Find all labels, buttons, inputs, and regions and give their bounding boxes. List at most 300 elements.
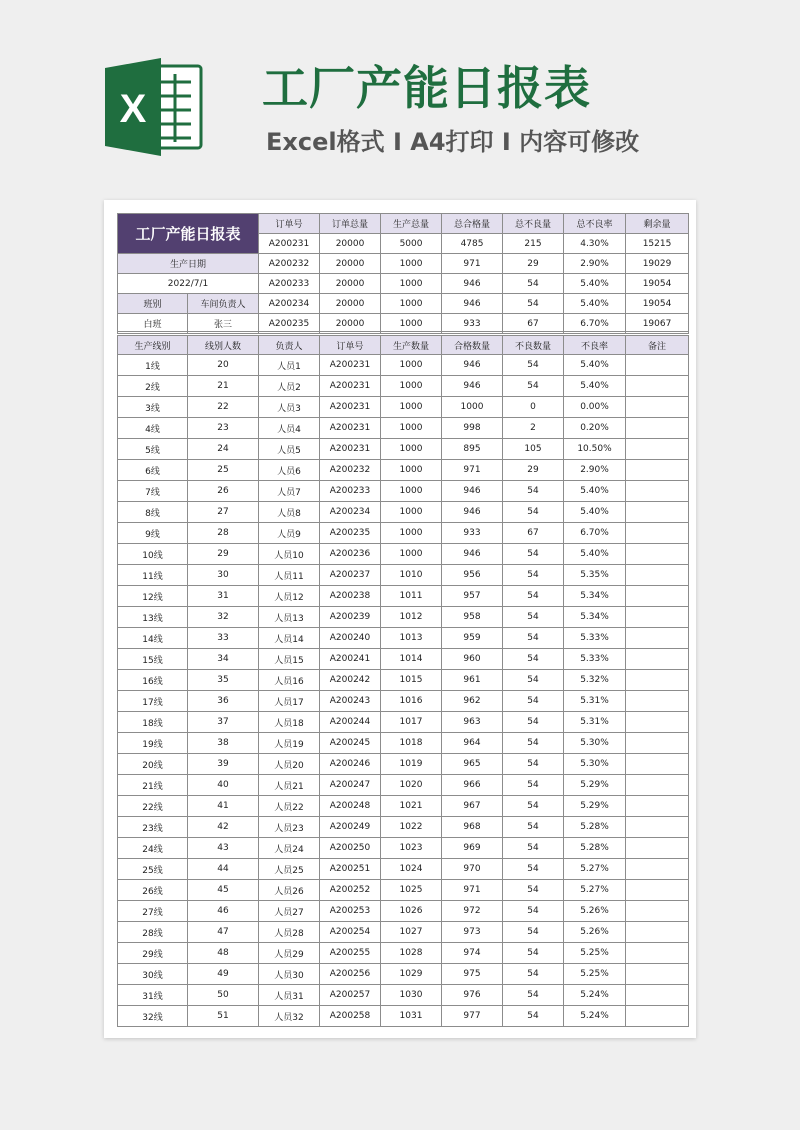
table-cell[interactable]: 2.90%	[564, 460, 626, 481]
table-cell[interactable]: 人员25	[259, 859, 320, 880]
table-cell[interactable]: 971	[442, 880, 503, 901]
table-cell[interactable]: 30线	[118, 964, 188, 985]
table-cell[interactable]: 1000	[381, 397, 442, 418]
table-cell[interactable]: 5.27%	[564, 859, 626, 880]
table-cell[interactable]: 959	[442, 628, 503, 649]
table-cell[interactable]	[626, 418, 689, 439]
table-cell[interactable]: 5.40%	[564, 376, 626, 397]
column-header[interactable]: 生产数量	[381, 336, 442, 355]
table-cell[interactable]: 27线	[118, 901, 188, 922]
table-cell[interactable]: 54	[503, 943, 564, 964]
table-cell[interactable]: 10.50%	[564, 439, 626, 460]
table-cell[interactable]: 1013	[381, 628, 442, 649]
table-cell[interactable]: 24线	[118, 838, 188, 859]
table-cell[interactable]: A200242	[320, 670, 381, 691]
table-cell[interactable]: 54	[503, 901, 564, 922]
table-cell[interactable]: 969	[442, 838, 503, 859]
table-cell[interactable]: 971	[442, 460, 503, 481]
table-cell[interactable]: 54	[503, 376, 564, 397]
table-cell[interactable]	[626, 649, 689, 670]
table-cell[interactable]: 人员13	[259, 607, 320, 628]
table-cell[interactable]: 5.25%	[564, 943, 626, 964]
table-cell[interactable]: 人员2	[259, 376, 320, 397]
summary-cell[interactable]: A200231	[259, 234, 320, 254]
shift-value[interactable]: 白班	[118, 314, 188, 334]
table-cell[interactable]: A200231	[320, 355, 381, 376]
table-cell[interactable]: 51	[188, 1006, 259, 1027]
table-cell[interactable]: 1000	[381, 439, 442, 460]
table-cell[interactable]: 1000	[381, 376, 442, 397]
table-cell[interactable]: 972	[442, 901, 503, 922]
table-cell[interactable]: 54	[503, 859, 564, 880]
table-cell[interactable]: 54	[503, 754, 564, 775]
table-cell[interactable]: 9线	[118, 523, 188, 544]
table-cell[interactable]: 1018	[381, 733, 442, 754]
table-cell[interactable]: 54	[503, 649, 564, 670]
column-header[interactable]: 订单号	[320, 336, 381, 355]
table-cell[interactable]: 人员6	[259, 460, 320, 481]
table-cell[interactable]: 1000	[381, 418, 442, 439]
table-cell[interactable]: 人员29	[259, 943, 320, 964]
table-cell[interactable]: 1026	[381, 901, 442, 922]
table-cell[interactable]: 13线	[118, 607, 188, 628]
table-cell[interactable]: 5.40%	[564, 502, 626, 523]
table-cell[interactable]: 54	[503, 985, 564, 1006]
table-cell[interactable]: A200256	[320, 964, 381, 985]
table-cell[interactable]: 5.25%	[564, 964, 626, 985]
table-cell[interactable]: 34	[188, 649, 259, 670]
table-cell[interactable]: 54	[503, 670, 564, 691]
table-cell[interactable]: 1000	[381, 355, 442, 376]
table-cell[interactable]: 946	[442, 355, 503, 376]
table-cell[interactable]: 人员24	[259, 838, 320, 859]
table-cell[interactable]: A200238	[320, 586, 381, 607]
table-cell[interactable]: 968	[442, 817, 503, 838]
table-cell[interactable]: 54	[503, 733, 564, 754]
table-cell[interactable]: 1000	[381, 460, 442, 481]
production-date-label[interactable]: 生产日期	[118, 254, 259, 274]
summary-cell[interactable]: A200232	[259, 254, 320, 274]
table-cell[interactable]	[626, 670, 689, 691]
summary-header-cell[interactable]: 订单号	[259, 214, 320, 234]
table-cell[interactable]: 32线	[118, 1006, 188, 1027]
column-header[interactable]: 不良率	[564, 336, 626, 355]
table-cell[interactable]: 人员10	[259, 544, 320, 565]
table-cell[interactable]	[626, 565, 689, 586]
table-cell[interactable]: 5.33%	[564, 628, 626, 649]
table-cell[interactable]	[626, 817, 689, 838]
table-cell[interactable]	[626, 397, 689, 418]
table-cell[interactable]	[626, 523, 689, 544]
summary-cell[interactable]: 215	[503, 234, 564, 254]
table-cell[interactable]: 人员21	[259, 775, 320, 796]
table-cell[interactable]: 人员5	[259, 439, 320, 460]
table-cell[interactable]: 5.34%	[564, 607, 626, 628]
table-cell[interactable]: 人员18	[259, 712, 320, 733]
table-cell[interactable]: A200250	[320, 838, 381, 859]
table-cell[interactable]: 970	[442, 859, 503, 880]
table-cell[interactable]: 5.32%	[564, 670, 626, 691]
table-cell[interactable]: 50	[188, 985, 259, 1006]
table-cell[interactable]: 5.33%	[564, 649, 626, 670]
table-cell[interactable]: 37	[188, 712, 259, 733]
table-cell[interactable]: 5.31%	[564, 691, 626, 712]
table-cell[interactable]: 5.26%	[564, 922, 626, 943]
table-cell[interactable]: A200237	[320, 565, 381, 586]
table-cell[interactable]: 35	[188, 670, 259, 691]
table-cell[interactable]: 14线	[118, 628, 188, 649]
summary-cell[interactable]: 2.90%	[564, 254, 626, 274]
table-cell[interactable]: 3线	[118, 397, 188, 418]
table-cell[interactable]: 5.30%	[564, 754, 626, 775]
table-cell[interactable]: 30	[188, 565, 259, 586]
table-cell[interactable]	[626, 691, 689, 712]
table-cell[interactable]: 67	[503, 523, 564, 544]
table-cell[interactable]: 54	[503, 691, 564, 712]
table-cell[interactable]: 973	[442, 922, 503, 943]
table-cell[interactable]: 5.31%	[564, 712, 626, 733]
table-cell[interactable]: 人员3	[259, 397, 320, 418]
table-cell[interactable]: 975	[442, 964, 503, 985]
table-cell[interactable]: 31线	[118, 985, 188, 1006]
table-cell[interactable]: 10线	[118, 544, 188, 565]
summary-cell[interactable]: 1000	[381, 314, 442, 334]
table-cell[interactable]: 1027	[381, 922, 442, 943]
summary-header-cell[interactable]: 生产总量	[381, 214, 442, 234]
table-cell[interactable]: 946	[442, 481, 503, 502]
summary-cell[interactable]: 54	[503, 294, 564, 314]
summary-cell[interactable]: 933	[442, 314, 503, 334]
table-cell[interactable]: A200247	[320, 775, 381, 796]
table-cell[interactable]: 54	[503, 628, 564, 649]
table-cell[interactable]: 1022	[381, 817, 442, 838]
table-cell[interactable]: 1000	[381, 544, 442, 565]
table-cell[interactable]: 5.30%	[564, 733, 626, 754]
table-cell[interactable]: 人员8	[259, 502, 320, 523]
manager-label[interactable]: 车间负责人	[188, 294, 259, 314]
table-cell[interactable]: 2	[503, 418, 564, 439]
summary-cell[interactable]: A200234	[259, 294, 320, 314]
table-cell[interactable]: 54	[503, 838, 564, 859]
table-cell[interactable]: A200243	[320, 691, 381, 712]
table-cell[interactable]: 15线	[118, 649, 188, 670]
summary-header-cell[interactable]: 总不良率	[564, 214, 626, 234]
table-cell[interactable]	[626, 838, 689, 859]
summary-header-cell[interactable]: 总不良量	[503, 214, 564, 234]
table-cell[interactable]: 42	[188, 817, 259, 838]
table-cell[interactable]: 47	[188, 922, 259, 943]
table-cell[interactable]: 5.29%	[564, 775, 626, 796]
table-cell[interactable]: 22线	[118, 796, 188, 817]
summary-cell[interactable]: 1000	[381, 274, 442, 294]
summary-header-cell[interactable]: 剩余量	[626, 214, 689, 234]
table-cell[interactable]: 32	[188, 607, 259, 628]
table-cell[interactable]: 5.40%	[564, 481, 626, 502]
table-cell[interactable]: 24	[188, 439, 259, 460]
table-cell[interactable]: 54	[503, 502, 564, 523]
table-cell[interactable]: 28线	[118, 922, 188, 943]
table-cell[interactable]: 54	[503, 964, 564, 985]
table-cell[interactable]: 946	[442, 544, 503, 565]
table-cell[interactable]	[626, 607, 689, 628]
table-cell[interactable]: 966	[442, 775, 503, 796]
summary-cell[interactable]: 1000	[381, 254, 442, 274]
summary-cell[interactable]: 4.30%	[564, 234, 626, 254]
table-cell[interactable]: 人员9	[259, 523, 320, 544]
table-cell[interactable]: 54	[503, 817, 564, 838]
table-cell[interactable]: 956	[442, 565, 503, 586]
table-cell[interactable]: 54	[503, 565, 564, 586]
table-cell[interactable]: 54	[503, 880, 564, 901]
table-cell[interactable]: 43	[188, 838, 259, 859]
summary-cell[interactable]: A200233	[259, 274, 320, 294]
table-cell[interactable]: 5.40%	[564, 355, 626, 376]
table-cell[interactable]: A200253	[320, 901, 381, 922]
table-cell[interactable]: 1021	[381, 796, 442, 817]
summary-cell[interactable]: 20000	[320, 234, 381, 254]
table-cell[interactable]: 1025	[381, 880, 442, 901]
table-cell[interactable]: 54	[503, 607, 564, 628]
summary-cell[interactable]: 29	[503, 254, 564, 274]
table-cell[interactable]: 5.29%	[564, 796, 626, 817]
table-cell[interactable]: 46	[188, 901, 259, 922]
table-cell[interactable]: A200246	[320, 754, 381, 775]
table-cell[interactable]: 963	[442, 712, 503, 733]
table-cell[interactable]: 17线	[118, 691, 188, 712]
table-cell[interactable]: 人员11	[259, 565, 320, 586]
table-cell[interactable]: 21线	[118, 775, 188, 796]
table-cell[interactable]: 54	[503, 355, 564, 376]
table-cell[interactable]: 1028	[381, 943, 442, 964]
table-cell[interactable]	[626, 964, 689, 985]
table-cell[interactable]: 974	[442, 943, 503, 964]
table-cell[interactable]: 25线	[118, 859, 188, 880]
summary-cell[interactable]: 4785	[442, 234, 503, 254]
table-cell[interactable]	[626, 439, 689, 460]
table-cell[interactable]: 946	[442, 376, 503, 397]
summary-header-cell[interactable]: 订单总量	[320, 214, 381, 234]
column-header[interactable]: 生产线别	[118, 336, 188, 355]
table-cell[interactable]	[626, 922, 689, 943]
summary-header-cell[interactable]: 总合格量	[442, 214, 503, 234]
column-header[interactable]: 备注	[626, 336, 689, 355]
table-cell[interactable]: 54	[503, 544, 564, 565]
table-cell[interactable]: 19线	[118, 733, 188, 754]
manager-value[interactable]: 张三	[188, 314, 259, 334]
table-cell[interactable]: 1016	[381, 691, 442, 712]
table-cell[interactable]: 28	[188, 523, 259, 544]
table-cell[interactable]: 5.28%	[564, 838, 626, 859]
table-cell[interactable]: 8线	[118, 502, 188, 523]
report-title[interactable]: 工厂产能日报表	[118, 214, 259, 254]
table-cell[interactable]: 5.26%	[564, 901, 626, 922]
table-cell[interactable]: A200248	[320, 796, 381, 817]
table-cell[interactable]: 6.70%	[564, 523, 626, 544]
table-cell[interactable]: 人员15	[259, 649, 320, 670]
table-cell[interactable]: 5.27%	[564, 880, 626, 901]
table-cell[interactable]: 895	[442, 439, 503, 460]
table-cell[interactable]: 54	[503, 922, 564, 943]
table-cell[interactable]: 33	[188, 628, 259, 649]
column-header[interactable]: 合格数量	[442, 336, 503, 355]
table-cell[interactable]	[626, 376, 689, 397]
table-cell[interactable]	[626, 502, 689, 523]
table-cell[interactable]: A200231	[320, 376, 381, 397]
table-cell[interactable]: 人员20	[259, 754, 320, 775]
table-cell[interactable]	[626, 481, 689, 502]
table-cell[interactable]: A200251	[320, 859, 381, 880]
summary-cell[interactable]: 6.70%	[564, 314, 626, 334]
table-cell[interactable]: 人员4	[259, 418, 320, 439]
table-cell[interactable]: 998	[442, 418, 503, 439]
table-cell[interactable]: 1019	[381, 754, 442, 775]
table-cell[interactable]: 40	[188, 775, 259, 796]
table-cell[interactable]: 48	[188, 943, 259, 964]
table-cell[interactable]	[626, 733, 689, 754]
table-cell[interactable]: 957	[442, 586, 503, 607]
table-cell[interactable]: 20线	[118, 754, 188, 775]
table-cell[interactable]: 0	[503, 397, 564, 418]
table-cell[interactable]: 1023	[381, 838, 442, 859]
table-cell[interactable]: 958	[442, 607, 503, 628]
table-cell[interactable]: 54	[503, 481, 564, 502]
summary-cell[interactable]: 5000	[381, 234, 442, 254]
table-cell[interactable]: 29	[188, 544, 259, 565]
table-cell[interactable]: 23	[188, 418, 259, 439]
summary-cell[interactable]: 19054	[626, 294, 689, 314]
table-cell[interactable]: A200232	[320, 460, 381, 481]
summary-cell[interactable]: 20000	[320, 314, 381, 334]
table-cell[interactable]: 1031	[381, 1006, 442, 1027]
table-cell[interactable]	[626, 943, 689, 964]
table-cell[interactable]: 23线	[118, 817, 188, 838]
summary-cell[interactable]: 19054	[626, 274, 689, 294]
summary-cell[interactable]: 19029	[626, 254, 689, 274]
table-cell[interactable]: 人员30	[259, 964, 320, 985]
table-cell[interactable]: A200255	[320, 943, 381, 964]
summary-cell[interactable]: A200235	[259, 314, 320, 334]
column-header[interactable]: 线别人数	[188, 336, 259, 355]
summary-cell[interactable]: 19067	[626, 314, 689, 334]
table-cell[interactable]: 5.24%	[564, 985, 626, 1006]
table-cell[interactable]: A200258	[320, 1006, 381, 1027]
table-cell[interactable]	[626, 460, 689, 481]
table-cell[interactable]: 1000	[381, 481, 442, 502]
table-cell[interactable]: 4线	[118, 418, 188, 439]
table-cell[interactable]: 22	[188, 397, 259, 418]
summary-cell[interactable]: 946	[442, 294, 503, 314]
table-cell[interactable]: 54	[503, 712, 564, 733]
table-cell[interactable]: 977	[442, 1006, 503, 1027]
table-cell[interactable]: A200244	[320, 712, 381, 733]
table-cell[interactable]: 人员14	[259, 628, 320, 649]
table-cell[interactable]: 1000	[381, 502, 442, 523]
table-cell[interactable]: 1024	[381, 859, 442, 880]
table-cell[interactable]: 人员23	[259, 817, 320, 838]
table-cell[interactable]: A200235	[320, 523, 381, 544]
table-cell[interactable]	[626, 901, 689, 922]
column-header[interactable]: 不良数量	[503, 336, 564, 355]
production-date-value[interactable]: 2022/7/1	[118, 274, 259, 294]
table-cell[interactable]: 11线	[118, 565, 188, 586]
summary-cell[interactable]: 20000	[320, 274, 381, 294]
table-cell[interactable]: 964	[442, 733, 503, 754]
table-cell[interactable]: A200234	[320, 502, 381, 523]
table-cell[interactable]: 人员17	[259, 691, 320, 712]
table-cell[interactable]: 961	[442, 670, 503, 691]
table-cell[interactable]: 12线	[118, 586, 188, 607]
summary-cell[interactable]: 5.40%	[564, 274, 626, 294]
table-cell[interactable]: 1020	[381, 775, 442, 796]
table-cell[interactable]: 1010	[381, 565, 442, 586]
table-cell[interactable]: 29线	[118, 943, 188, 964]
table-cell[interactable]: 946	[442, 502, 503, 523]
shift-label[interactable]: 班别	[118, 294, 188, 314]
table-cell[interactable]: 人员32	[259, 1006, 320, 1027]
table-cell[interactable]: 1011	[381, 586, 442, 607]
summary-cell[interactable]: 54	[503, 274, 564, 294]
table-cell[interactable]: 54	[503, 586, 564, 607]
table-cell[interactable]: A200252	[320, 880, 381, 901]
table-cell[interactable]: 39	[188, 754, 259, 775]
table-cell[interactable]: 1014	[381, 649, 442, 670]
table-cell[interactable]: 人员19	[259, 733, 320, 754]
table-cell[interactable]: A200239	[320, 607, 381, 628]
table-cell[interactable]	[626, 754, 689, 775]
table-cell[interactable]	[626, 775, 689, 796]
table-cell[interactable]: 人员16	[259, 670, 320, 691]
table-cell[interactable]: 1030	[381, 985, 442, 1006]
table-cell[interactable]: 7线	[118, 481, 188, 502]
table-cell[interactable]: 31	[188, 586, 259, 607]
table-cell[interactable]: 人员26	[259, 880, 320, 901]
table-cell[interactable]	[626, 880, 689, 901]
summary-cell[interactable]: 946	[442, 274, 503, 294]
table-cell[interactable]: 976	[442, 985, 503, 1006]
summary-cell[interactable]: 1000	[381, 294, 442, 314]
table-cell[interactable]: A200231	[320, 439, 381, 460]
table-cell[interactable]	[626, 355, 689, 376]
table-cell[interactable]: 44	[188, 859, 259, 880]
summary-cell[interactable]: 971	[442, 254, 503, 274]
table-cell[interactable]: 45	[188, 880, 259, 901]
table-cell[interactable]: 54	[503, 775, 564, 796]
table-cell[interactable]: A200231	[320, 397, 381, 418]
table-cell[interactable]: 6线	[118, 460, 188, 481]
table-cell[interactable]: 人员12	[259, 586, 320, 607]
table-cell[interactable]: A200245	[320, 733, 381, 754]
table-cell[interactable]: 962	[442, 691, 503, 712]
table-cell[interactable]	[626, 628, 689, 649]
table-cell[interactable]: 5.40%	[564, 544, 626, 565]
table-cell[interactable]: 5.24%	[564, 1006, 626, 1027]
column-header[interactable]: 负责人	[259, 336, 320, 355]
table-cell[interactable]: 0.20%	[564, 418, 626, 439]
table-cell[interactable]: 5.35%	[564, 565, 626, 586]
table-cell[interactable]: A200240	[320, 628, 381, 649]
table-cell[interactable]: 1015	[381, 670, 442, 691]
table-cell[interactable]: 人员1	[259, 355, 320, 376]
table-cell[interactable]	[626, 586, 689, 607]
summary-cell[interactable]: 15215	[626, 234, 689, 254]
table-cell[interactable]: 人员27	[259, 901, 320, 922]
table-cell[interactable]: 25	[188, 460, 259, 481]
table-cell[interactable]	[626, 859, 689, 880]
table-cell[interactable]	[626, 985, 689, 1006]
table-cell[interactable]: 933	[442, 523, 503, 544]
table-cell[interactable]: 41	[188, 796, 259, 817]
summary-cell[interactable]: 20000	[320, 254, 381, 274]
